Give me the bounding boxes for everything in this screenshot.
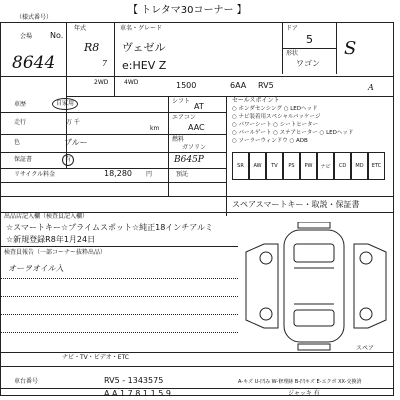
lot-no-label: No. bbox=[50, 31, 64, 40]
warranty-label: 保証書 bbox=[14, 156, 33, 163]
sales-point-item: ○ パールゲート ○ ステアヒーター ○ LEDヘッド bbox=[232, 130, 354, 136]
fuel-value: ガソリン bbox=[182, 144, 207, 151]
option-cell: AW bbox=[249, 152, 266, 180]
trans-value: AT bbox=[194, 102, 204, 111]
car-type-value: 自家用 bbox=[56, 100, 75, 107]
drive-4wd: 4WD bbox=[124, 79, 139, 86]
venue-label: 会場 bbox=[20, 33, 33, 40]
notes-header: 出品店記入欄（検査員記入欄） bbox=[4, 213, 89, 220]
notes-line2: ☆新規登録R8年1月24日 bbox=[6, 235, 96, 244]
color-label: 色 bbox=[14, 139, 21, 146]
mileage-km: km bbox=[150, 125, 160, 132]
car-type-label: 車歴 bbox=[14, 101, 27, 108]
equipment-line: ナビ・TV・ビデオ・ETC bbox=[62, 354, 129, 361]
option-cell: ナビ bbox=[317, 152, 334, 180]
vehicle-grade: e:HEV Z bbox=[122, 59, 167, 72]
drive-2wd: 2WD bbox=[94, 79, 109, 86]
vehicle-score: S bbox=[344, 38, 357, 59]
vehicle-cc: 1500 bbox=[176, 81, 197, 90]
sales-point-item: ○ ソーラーウィンドウ ○ ADB bbox=[232, 138, 308, 144]
name-label: 車名・グレード bbox=[120, 25, 163, 32]
vehicle-doors: 5 bbox=[306, 33, 313, 46]
form-sub-label: （様式番号） bbox=[16, 14, 53, 21]
option-cell: PW bbox=[300, 152, 317, 180]
recycle-unit: 円 bbox=[146, 171, 153, 178]
vehicle-model: 6AA bbox=[230, 81, 247, 90]
trans-label: シフト bbox=[172, 98, 191, 105]
option-cell: TV bbox=[266, 152, 283, 180]
vehicle-type: ワゴン bbox=[296, 59, 320, 68]
fuel-label: 燃料 bbox=[172, 136, 185, 143]
mileage-label: 走行 bbox=[14, 119, 27, 126]
recycle-label: リサイクル料金 bbox=[14, 171, 56, 178]
color-code: B645P bbox=[174, 155, 204, 165]
jack-label: ジャッキ 有 bbox=[288, 390, 320, 397]
sales-point-item: ○ ホンダセンシング ○ LEDヘッド bbox=[232, 106, 318, 112]
inspector-header: 検査員報告（一部コーナー抜粋出品） bbox=[4, 249, 107, 256]
car-damage-diagram bbox=[238, 222, 394, 352]
pin-row: A A 1 7 8 1 1 5 9 bbox=[104, 389, 171, 398]
frame-number: RV5 - 1343575 bbox=[104, 376, 164, 385]
sales-point-item: ○ ナビ装着用スペシャルパッケージ bbox=[232, 114, 321, 120]
vehicle-name: ヴェゼル bbox=[122, 41, 166, 54]
corner-banner: 【 トレタマ30コーナー 】 bbox=[128, 5, 247, 16]
notes-line1: ☆スマートキー☆プライムスポット☆純正18インチアルミ bbox=[6, 223, 213, 232]
vehicle-model-code: RV5 bbox=[258, 81, 274, 90]
sales-bottom: スペアスマートキー・取説・保証書 bbox=[232, 200, 360, 209]
spare-label: スペア bbox=[356, 345, 375, 352]
option-cell: ETC bbox=[368, 152, 385, 180]
option-cell: MD bbox=[351, 152, 368, 180]
ac-value: AAC bbox=[188, 123, 205, 132]
score-suffix: A bbox=[368, 83, 374, 92]
vehicle-year: R8 bbox=[84, 41, 100, 54]
warranty-mark: 有 bbox=[65, 156, 72, 163]
doors-label: ドア bbox=[286, 25, 298, 32]
owner-label: 預託 bbox=[176, 171, 189, 178]
mileage-unit: 万 千 bbox=[66, 119, 80, 126]
option-cell: PS bbox=[283, 152, 300, 180]
recycle-value: 18,280 bbox=[104, 169, 132, 178]
color-value: ブルー bbox=[64, 138, 88, 147]
vehicle-month: 7 bbox=[102, 59, 108, 68]
lot-number: 8644 bbox=[12, 53, 56, 73]
damage-legend: A-キズ U-凹み W-修理跡 B-凹キズ E-エクボ XX-交換済 bbox=[238, 379, 362, 385]
option-cell: SR bbox=[232, 152, 249, 180]
year-label: 年式 bbox=[74, 25, 87, 32]
inspector-note: オーヲオイル入 bbox=[8, 264, 64, 273]
sales-point-item: ○ パワーシート ○ シートヒーター bbox=[232, 122, 319, 128]
type-label: 形状 bbox=[286, 50, 299, 57]
ac-label: エアコン bbox=[172, 114, 196, 121]
frame-label: 車台番号 bbox=[14, 378, 39, 385]
sales-title: セールスポイント bbox=[232, 97, 280, 104]
option-cell: CD bbox=[334, 152, 351, 180]
